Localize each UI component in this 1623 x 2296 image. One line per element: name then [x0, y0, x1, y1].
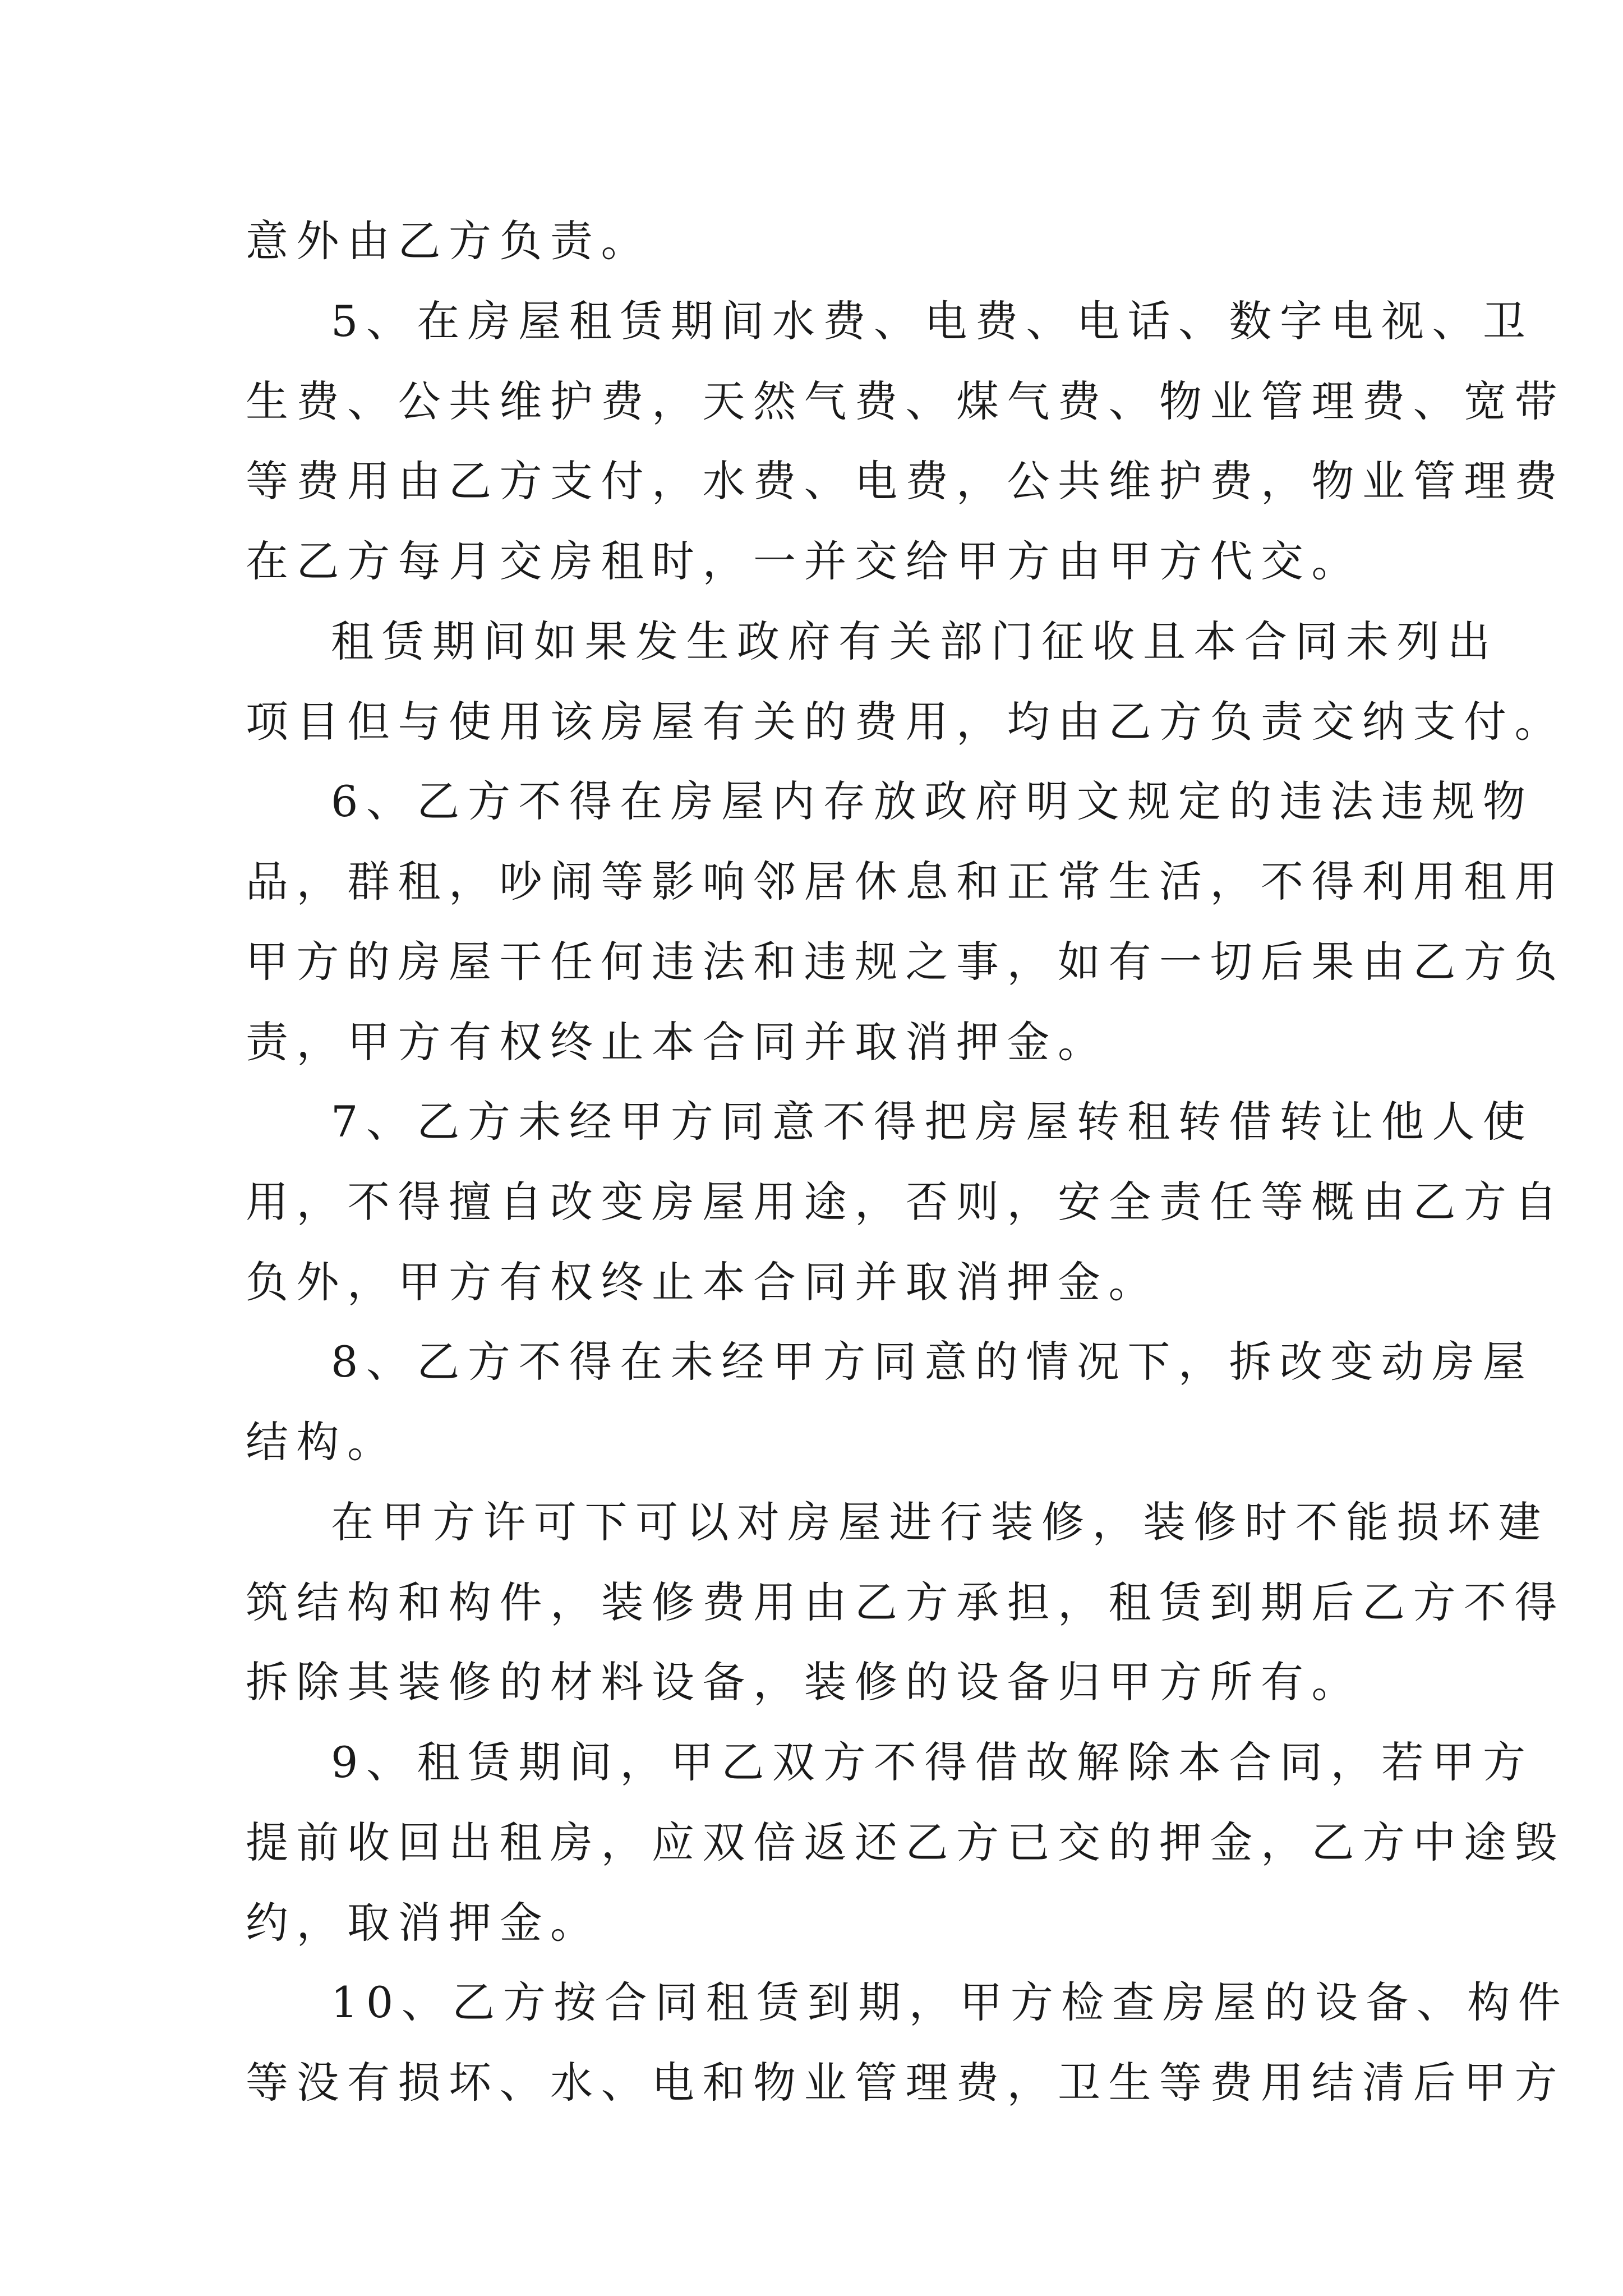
paragraph-9-start: 9、租赁期间，甲乙双方不得借故解除本合同，若甲方	[331, 1737, 1534, 1787]
text-line: 负外，甲方有权终止本合同并取消押金。	[246, 1257, 1159, 1307]
text-line: 在乙方每月交房租时，一并交给甲方由甲方代交。	[246, 536, 1362, 586]
text-line: 等没有损坏、水、电和物业管理费，卫生等费用结清后甲方	[246, 2058, 1565, 2108]
text-line: 拆除其装修的材料设备，装修的设备归甲方所有。	[246, 1657, 1362, 1707]
text-line: 责，甲方有权终止本合同并取消押金。	[246, 1017, 1109, 1067]
text-line: 甲方的房屋干任何违法和违规之事，如有一切后果由乙方负	[246, 937, 1565, 987]
text-line: 提前收回出租房，应双倍返还乙方已交的押金，乙方中途毁	[246, 1818, 1565, 1867]
paragraph-start: 租赁期间如果发生政府有关部门征收且本合同未列出	[331, 616, 1498, 666]
paragraph-10-start: 10、乙方按合同租赁到期，甲方检查房屋的设备、构件	[331, 1977, 1569, 2027]
text-line: 等费用由乙方支付，水费、电费，公共维护费，物业管理费	[246, 456, 1565, 506]
paragraph-start: 在甲方许可下可以对房屋进行装修，装修时不能损坏建	[331, 1497, 1549, 1547]
text-line: 项目但与使用该房屋有关的费用，均由乙方负责交纳支付。	[246, 697, 1565, 747]
paragraph-6-start: 6、乙方不得在房屋内存放政府明文规定的违法违规物	[331, 776, 1534, 826]
text-line: 约，取消押金。	[246, 1898, 601, 1948]
text-line: 品，群租，吵闹等影响邻居休息和正常生活，不得利用租用	[246, 857, 1565, 907]
text-line: 筑结构和构件，装修费用由乙方承担，租赁到期后乙方不得	[246, 1577, 1565, 1627]
paragraph-5-start: 5、在房屋租赁期间水费、电费、电话、数字电视、卫	[331, 296, 1534, 346]
paragraph-7-start: 7、乙方未经甲方同意不得把房屋转租转借转让他人使	[331, 1097, 1534, 1147]
text-line: 生费、公共维护费，天然气费、煤气费、物业管理费、宽带	[246, 376, 1565, 426]
text-line: 结构。	[246, 1417, 398, 1467]
text-line: 意外由乙方负责。	[246, 216, 652, 266]
text-line: 用，不得擅自改变房屋用途，否则，安全责任等概由乙方自	[246, 1177, 1565, 1227]
paragraph-8-start: 8、乙方不得在未经甲方同意的情况下，拆改变动房屋	[331, 1337, 1534, 1387]
